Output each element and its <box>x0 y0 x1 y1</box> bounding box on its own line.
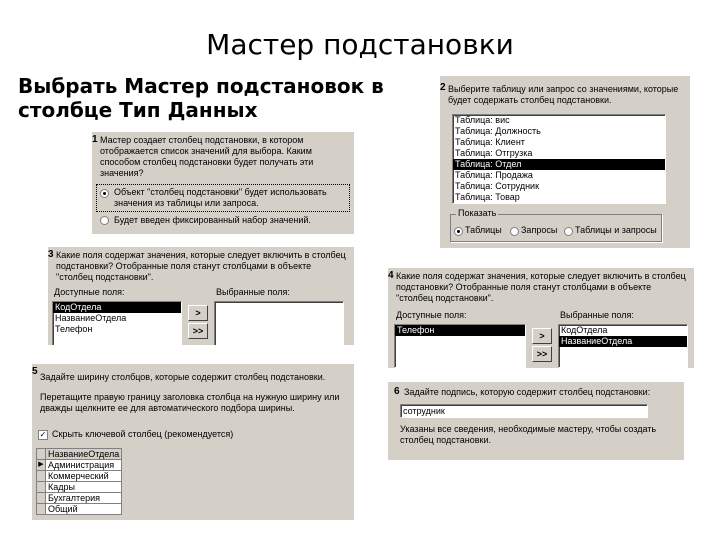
row-selector <box>37 504 46 515</box>
radio-fixed-values-label: Будет введен фиксированный набор значений. <box>114 215 311 225</box>
step-text: Какие поля содержат значения, которые следует включить в столбец подстановки? Отобранные поля станут столбцами в объекте "столбец подстановки". <box>396 271 686 303</box>
radio-from-table-label: Объект "столбец подстановки" будет использовать значения из таблицы или запроса. <box>114 187 327 208</box>
step-text: Задайте ширину столбцов, которые содержит столбец подстановки. <box>40 372 326 382</box>
wizard-step-6 <box>388 382 684 460</box>
list-item[interactable]: Таблица: Клиент <box>455 137 525 147</box>
available-fields-label: Доступные поля: <box>396 310 467 320</box>
list-item[interactable]: НазваниеОтдела <box>55 313 127 323</box>
table-header-row <box>37 449 122 460</box>
radio-tables-label: Таблицы <box>465 225 502 235</box>
table-cell[interactable]: Кадры <box>46 482 122 493</box>
step-text: Мастер создает столбец подстановки, в котором отображается список значений для выбора. Каким способом столбец подстановки будет получать эти значения? <box>100 135 314 178</box>
row-selector <box>37 482 46 493</box>
add-field-button[interactable]: > <box>532 328 552 344</box>
table-row[interactable] <box>37 460 122 471</box>
step-number: 2 <box>440 82 446 93</box>
radio-fixed-values[interactable] <box>100 216 109 225</box>
add-all-fields-button[interactable]: >> <box>188 323 208 339</box>
step-text: Какие поля содержат значения, которые следует включить в столбец подстановки? Отобранные поля станут столбцами в объекте "столбец подстановки". <box>56 250 346 282</box>
table-cell[interactable]: Коммерческий <box>46 471 122 482</box>
table-row[interactable] <box>37 493 122 504</box>
page-subtitle: Выбрать Мастер подстановок в столбце Тип Данных <box>18 74 384 122</box>
step-number: 3 <box>48 249 54 260</box>
page-title: Мастер подстановки <box>206 28 514 61</box>
wizard-step-1 <box>92 132 354 234</box>
row-selector <box>37 449 46 460</box>
available-fields-list[interactable] <box>52 301 182 345</box>
wizard-step-5 <box>32 364 354 520</box>
step-text: Выберите таблицу или запрос со значениями, которые будет содержать столбец подстановки. <box>448 84 679 105</box>
add-all-fields-button[interactable]: >> <box>532 346 552 362</box>
table-cell[interactable]: Администрация <box>46 460 122 471</box>
radio-queries-label: Запросы <box>521 225 558 235</box>
selected-fields-list[interactable] <box>214 301 344 345</box>
row-selector <box>37 471 46 482</box>
row-pointer-icon: ▶ <box>37 460 46 471</box>
finish-note: Указаны все сведения, необходимые мастеру, чтобы создать столбец подстановки. <box>400 424 657 445</box>
selected-fields-label: Выбранные поля: <box>216 287 290 297</box>
list-item[interactable]: Таблица: Сотрудник <box>455 181 540 191</box>
radio-from-table[interactable] <box>100 189 109 198</box>
list-item-selected[interactable]: КодОтдела <box>53 302 181 313</box>
hide-key-column-label: Скрыть ключевой столбец (рекомендуется) <box>52 429 234 439</box>
radio-tables-and-queries[interactable] <box>564 227 573 236</box>
step-number: 4 <box>388 270 394 281</box>
radio-queries[interactable] <box>510 227 519 236</box>
list-item[interactable]: Таблица: Продажа <box>455 170 533 180</box>
list-item[interactable]: Таблица: Должность <box>455 126 541 136</box>
step-number: 6 <box>394 386 400 397</box>
step-text: Задайте подпись, которую содержит столбец подстановки: <box>404 387 651 397</box>
list-item-selected[interactable]: НазваниеОтдела <box>559 336 687 347</box>
radio-tables[interactable] <box>454 227 463 236</box>
table-list[interactable] <box>452 114 666 204</box>
lookup-preview-table <box>36 448 122 515</box>
add-field-button[interactable]: > <box>188 305 208 321</box>
radio-tables-and-queries-label: Таблицы и запросы <box>575 225 657 235</box>
list-item[interactable]: КодОтдела <box>561 325 608 335</box>
available-fields-list[interactable] <box>394 324 526 368</box>
available-fields-label: Доступные поля: <box>54 287 125 297</box>
table-row[interactable] <box>37 482 122 493</box>
list-item[interactable]: Телефон <box>55 324 93 334</box>
table-cell[interactable]: Общий <box>46 504 122 515</box>
row-selector <box>37 493 46 504</box>
wizard-step-2 <box>440 76 690 248</box>
table-row[interactable] <box>37 504 122 515</box>
selected-fields-label: Выбранные поля: <box>560 310 634 320</box>
list-item-selected[interactable]: Телефон <box>395 325 525 336</box>
caption-input[interactable]: сотрудник <box>400 404 648 418</box>
column-header[interactable]: НазваниеОтдела <box>46 449 122 460</box>
selected-fields-list[interactable] <box>558 324 688 368</box>
table-row[interactable] <box>37 471 122 482</box>
show-group-label: Показать <box>458 208 497 218</box>
list-item-selected[interactable]: Таблица: Отдел <box>453 159 665 170</box>
hide-key-column-checkbox[interactable]: ✓ <box>39 430 47 439</box>
wizard-step-4 <box>388 268 694 368</box>
list-item[interactable]: Таблица: Отгрузка <box>455 148 533 158</box>
step-number: 5 <box>32 366 38 377</box>
table-cell[interactable]: Бухгалтерия <box>46 493 122 504</box>
wizard-step-3 <box>48 247 354 345</box>
list-item[interactable]: Таблица: вис <box>455 115 510 125</box>
list-item[interactable]: Таблица: Товар <box>455 192 520 202</box>
step-number: 1 <box>92 134 98 145</box>
step-hint: Перетащите правую границу заголовка столбца на нужную ширину или дважды щелкните ее для автоматического подбора ширины. <box>40 392 340 413</box>
